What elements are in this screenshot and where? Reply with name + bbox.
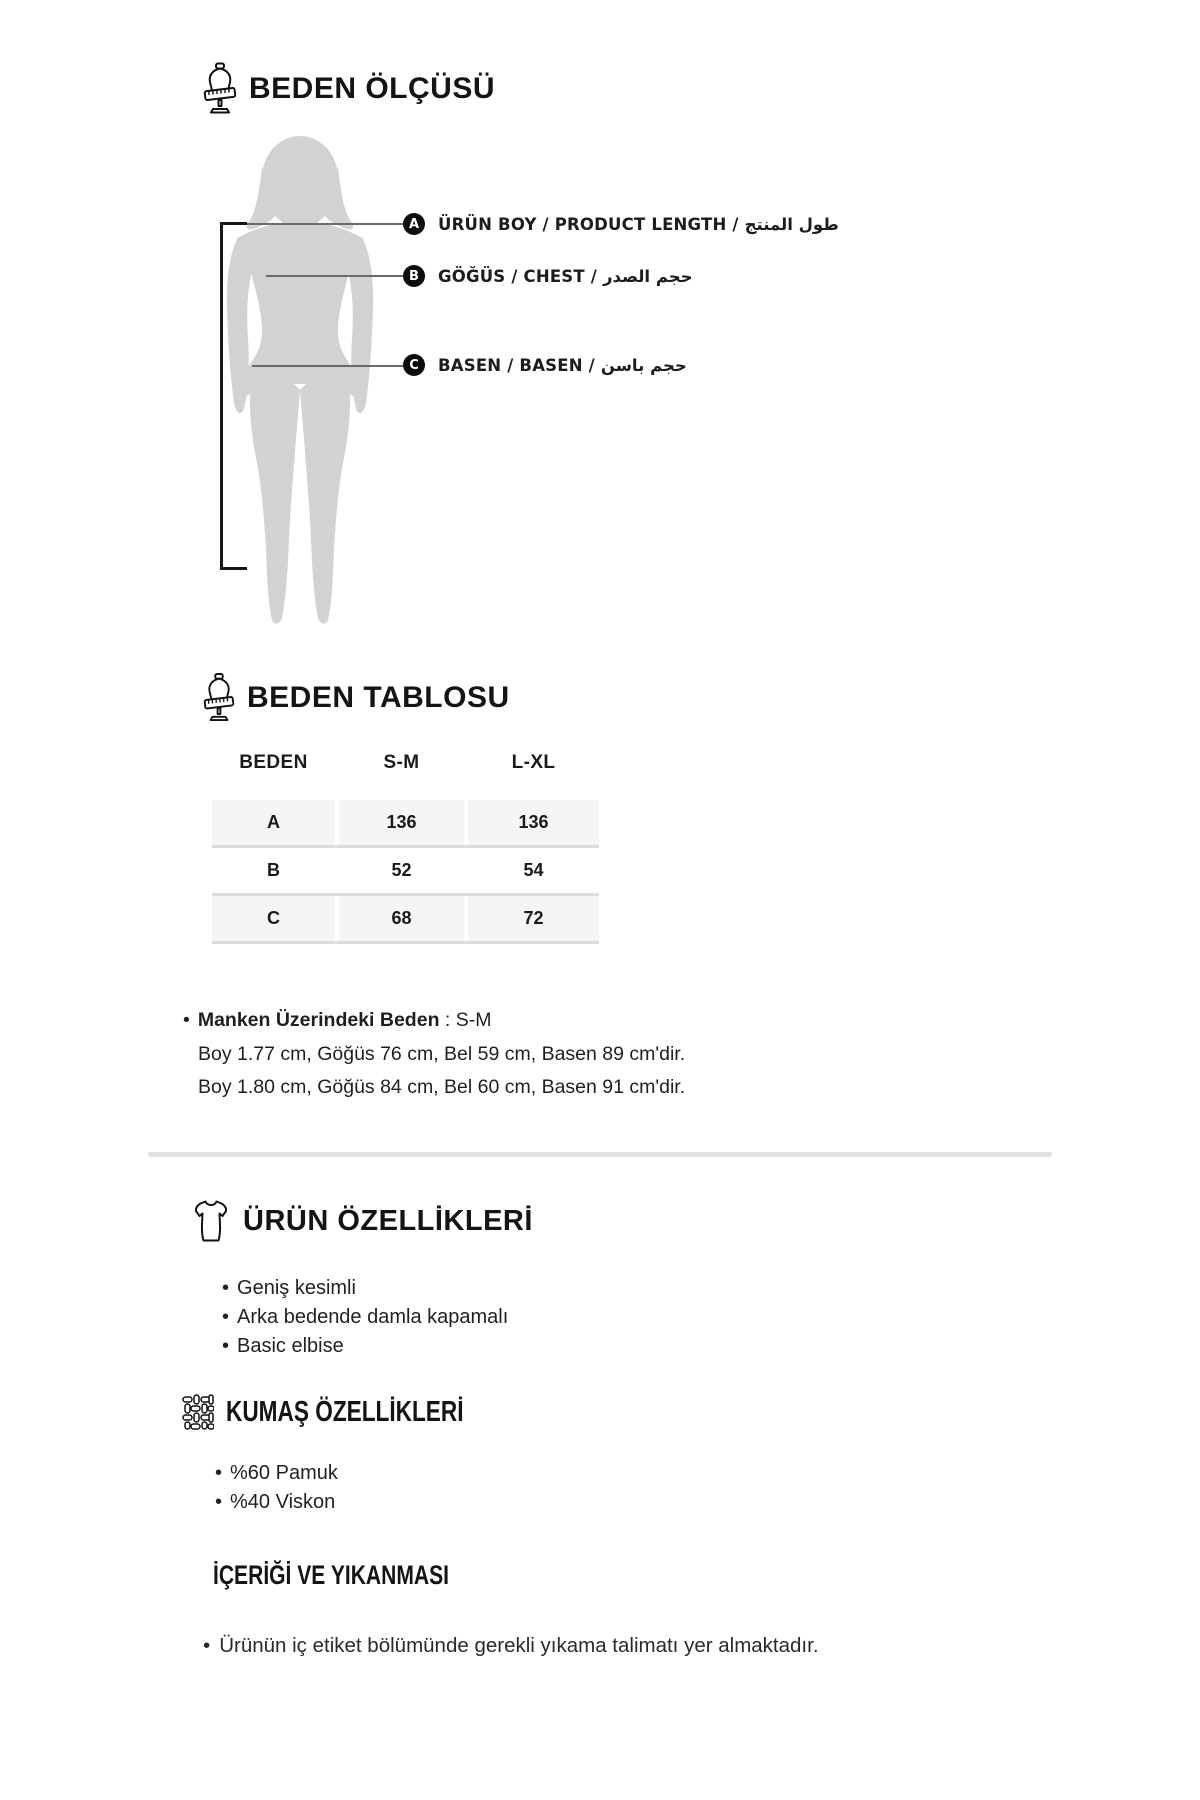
col-header-sm: S-M — [383, 752, 420, 773]
cell-value: 54 — [468, 848, 599, 893]
list-item — [222, 1274, 508, 1303]
section-title: BEDEN ÖLÇÜSÜ — [249, 72, 496, 105]
dress-form-icon — [203, 62, 237, 116]
col-header-lxl: L-XL — [511, 752, 556, 773]
bullet: • — [183, 1009, 190, 1031]
bullet: • — [222, 1306, 230, 1328]
feature-text: Basic elbise — [237, 1335, 344, 1357]
col-header-beden: BEDEN — [239, 752, 308, 773]
section-title: ÜRÜN ÖZELLİKLERİ — [243, 1204, 533, 1237]
cell-value: 136 — [468, 800, 599, 845]
measure-label-b — [403, 265, 693, 287]
measure-label-c-text: BASEN / BASEN / حجم باسن — [438, 355, 687, 375]
length-bracket — [220, 222, 247, 570]
list-item — [215, 1459, 338, 1488]
measure-line-b — [266, 275, 403, 277]
size-table — [212, 800, 599, 944]
measure-label-a-text: ÜRÜN BOY / PRODUCT LENGTH / طول المنتج — [438, 214, 839, 234]
badge-b: B — [403, 265, 425, 287]
section-divider — [148, 1152, 1052, 1157]
feature-text: Geniş kesimli — [237, 1277, 356, 1299]
measure-line-c — [252, 365, 403, 367]
cell-value: 136 — [339, 800, 464, 845]
section-title: BEDEN TABLOSU — [247, 681, 510, 714]
cell-value: 68 — [339, 896, 464, 941]
care-note — [203, 1629, 829, 1662]
table-row — [212, 896, 599, 944]
measure-line-a — [247, 223, 403, 225]
fabric-text: %60 Pamuk — [230, 1462, 338, 1484]
section-header-size-table — [203, 672, 510, 724]
bullet: • — [203, 1634, 211, 1657]
row-label: A — [212, 800, 335, 845]
model-size-label: Manken Üzerindeki Beden — [197, 1009, 440, 1031]
section-header-fabric-features — [182, 1394, 531, 1430]
bullet: • — [215, 1491, 223, 1513]
badge-c: C — [403, 354, 425, 376]
model-measurements-1: Boy 1.77 cm, Göğüs 76 cm, Bel 59 cm, Basen 89 cm'dir. — [198, 1042, 686, 1065]
cell-value: 52 — [339, 848, 464, 893]
bullet: • — [222, 1277, 230, 1299]
model-measurements-2: Boy 1.80 cm, Göğüs 84 cm, Bel 60 cm, Basen 91 cm'dir. — [198, 1076, 686, 1098]
size-table-header — [212, 752, 599, 774]
bullet: • — [215, 1462, 223, 1484]
section-title: KUMAŞ ÖZELLİKLERİ — [226, 1395, 464, 1428]
product-features-list — [222, 1274, 508, 1361]
table-row — [212, 848, 599, 896]
bullet: • — [222, 1335, 230, 1357]
measure-label-a — [403, 213, 839, 235]
fabric-weave-icon — [182, 1394, 214, 1430]
model-size-info — [183, 1004, 685, 1105]
section-header-care — [213, 1560, 516, 1591]
section-header-product-features — [193, 1200, 533, 1242]
measure-label-b-text: GÖĞÜS / CHEST / حجم الصدر — [438, 266, 693, 286]
model-size-value: : S-M — [439, 1009, 492, 1031]
table-row — [212, 800, 599, 848]
feature-text: Arka bedende damla kapamalı — [237, 1306, 509, 1328]
list-item — [215, 1488, 338, 1517]
care-note-text: Ürünün iç etiket bölümünde gerekli yıkama talimatı yer almaktadır. — [219, 1634, 819, 1657]
badge-a: A — [403, 213, 425, 235]
dress-form-icon — [203, 672, 235, 724]
cell-value: 72 — [468, 896, 599, 941]
section-title: İÇERİĞİ VE YIKANMASI — [213, 1560, 449, 1590]
measure-label-c — [403, 354, 687, 376]
list-item — [222, 1332, 508, 1361]
fabric-features-list — [215, 1459, 338, 1517]
model-size-line — [183, 1004, 685, 1038]
section-header-size-measure — [203, 62, 495, 116]
list-item — [222, 1303, 508, 1332]
tshirt-icon — [193, 1200, 229, 1242]
row-label: C — [212, 896, 335, 941]
row-label: B — [212, 848, 335, 893]
fabric-text: %40 Viskon — [230, 1491, 336, 1513]
